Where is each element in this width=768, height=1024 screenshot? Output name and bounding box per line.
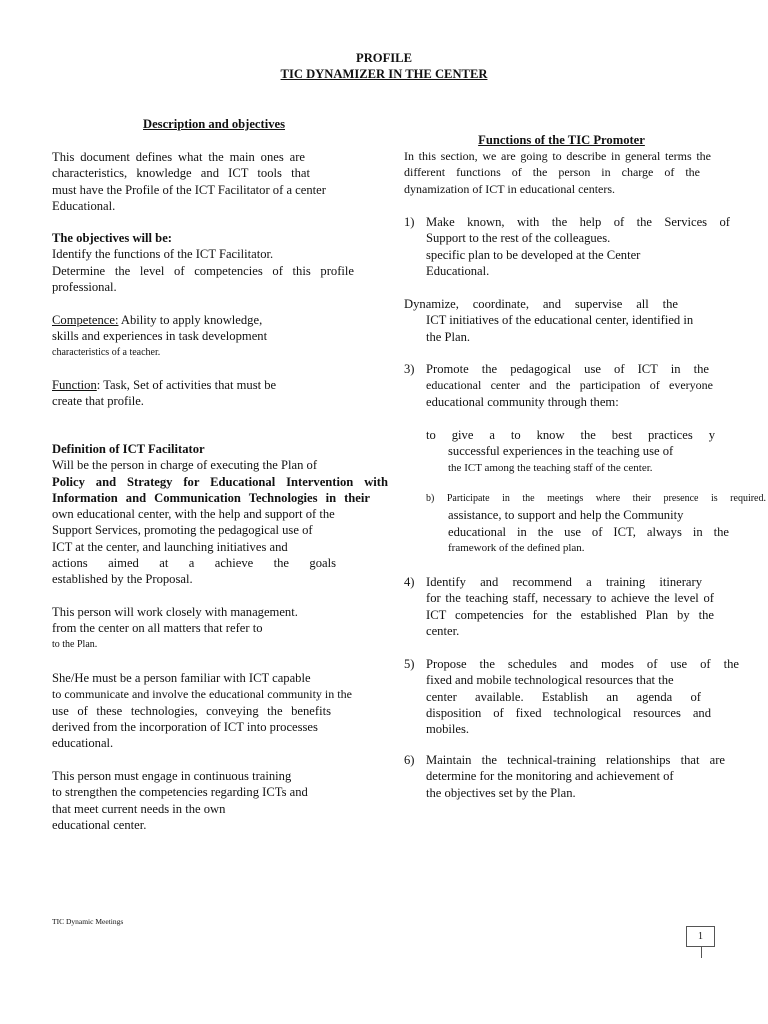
text-line: use of these technologies, conveying the benefits <box>52 703 331 718</box>
text-line: educational community through them: <box>426 394 619 409</box>
functions-heading: Functions of the TIC Promoter <box>478 133 645 147</box>
text-line: disposition of fixed technological resources and <box>426 705 711 720</box>
functions-intro <box>404 148 711 197</box>
text-line: mobiles. <box>426 722 470 737</box>
familiar-paragraph <box>52 670 352 751</box>
function-item-4 <box>426 574 714 639</box>
item-number: 6) <box>404 753 415 767</box>
text-line: ICT at the center, and launching initiatives and <box>52 539 288 554</box>
text-line: fixed and mobile technological resources that the <box>426 673 674 688</box>
text-line: Support to the rest of the colleagues. <box>426 231 611 246</box>
text-line: center available. Establish an agenda of <box>426 689 701 704</box>
text-line: Dynamize, coordinate, and supervise all the <box>404 297 678 311</box>
item-number: 5) <box>404 657 415 671</box>
text-line: ICT competencies for the established Plan by the <box>426 607 714 622</box>
text-line: to give a to know the best practices y <box>426 428 715 442</box>
text-line: derived from the incorporation of ICT into processes <box>52 719 318 734</box>
page-title: PROFILE <box>356 51 412 65</box>
text-line: She/He must be a person familiar with ICT capable <box>52 671 311 685</box>
definition-heading: Definition of ICT Facilitator <box>52 442 205 456</box>
text-line: characteristics of a teacher. <box>52 346 161 358</box>
text-line: Support Services, promoting the pedagogical use of <box>52 523 313 538</box>
text-line: dynamization of ICT in educational centers. <box>404 181 616 196</box>
function-item-6 <box>426 752 725 801</box>
text-line: successful experiences in the teaching use of <box>448 444 674 459</box>
text-line: from the center on all matters that refer to <box>52 621 263 636</box>
text-line: Identify the functions of the ICT Facilitator. <box>52 247 274 262</box>
page-subtitle: TIC DYNAMIZER IN THE CENTER <box>280 67 488 81</box>
page-number: 1 <box>686 926 715 947</box>
competence-text: Ability to apply knowledge, <box>118 313 263 327</box>
text-line: educational center and the participation of everyone <box>426 378 713 393</box>
text-line: educational. <box>52 736 114 751</box>
text-line: educational in the use of ICT, always in the <box>448 524 729 539</box>
text-line: assistance, to support and help the Community <box>448 508 684 523</box>
sub-item-a <box>426 427 715 476</box>
text-line: actions aimed at a achieve the goals <box>52 556 336 571</box>
text-line: This document defines what the main ones are <box>52 150 305 164</box>
page-number-tick <box>701 946 702 958</box>
text-line: Make known, with the help of the Services of <box>426 215 730 229</box>
training-paragraph <box>52 768 308 833</box>
footer-note: TIC Dynamic Meetings <box>52 917 124 926</box>
competence-definition <box>52 312 267 361</box>
text-line: to communicate and involve the educational community in the <box>52 687 352 702</box>
text-line: Educational. <box>426 263 490 278</box>
text-line: that meet current needs in the own <box>52 801 226 816</box>
text-line: to strengthen the competencies regarding ICTs and <box>52 785 308 800</box>
sub-item-b <box>426 491 766 556</box>
text-line: Information and Communication Technologies in their <box>52 490 370 505</box>
text-line: Identify and recommend a training itinerary <box>426 575 702 589</box>
function-item-5 <box>426 656 739 737</box>
item-number: 1) <box>404 215 415 229</box>
text-line: Educational. <box>52 198 116 213</box>
competence-term: Competence: <box>52 313 119 327</box>
text-line: professional. <box>52 279 117 294</box>
text-line: skills and experiences in task development <box>52 329 268 344</box>
text-line: b) Participate in the meetings where their presence is required. <box>426 493 766 504</box>
definition-section <box>52 441 388 588</box>
text-line: create that profile. <box>52 394 144 409</box>
function-item-1 <box>426 214 730 279</box>
intro-paragraph <box>52 149 326 214</box>
objectives-heading: The objectives will be: <box>52 231 172 245</box>
text-line: This person must engage in continuous training <box>52 769 292 783</box>
text-line: Promote the pedagogical use of ICT in the <box>426 362 709 376</box>
management-paragraph <box>52 604 298 653</box>
text-line: specific plan to be developed at the Center <box>426 247 641 262</box>
text-line: established by the Proposal. <box>52 572 193 587</box>
function-definition <box>52 377 276 410</box>
text-line <box>52 312 267 328</box>
text-line: Maintain the technical-training relationships that are <box>426 753 725 767</box>
text-line: center. <box>426 623 460 638</box>
item-number: 4) <box>404 575 415 589</box>
text-line <box>52 377 276 393</box>
text-line: In this section, we are going to describe in general terms the <box>404 149 711 163</box>
text-line: framework of the defined plan. <box>448 541 585 554</box>
text-line: own educational center, with the help and support of the <box>52 507 335 522</box>
text-line: Will be the person in charge of executing the Plan of <box>52 458 318 473</box>
text-line: characteristics, knowledge and ICT tools that <box>52 166 310 181</box>
text-line: different functions of the person in charge of the <box>404 165 700 180</box>
text-line: the Plan. <box>426 329 471 344</box>
dynamize-paragraph <box>404 296 693 345</box>
function-text: : Task, Set of activities that must be <box>96 378 277 392</box>
text-line: Propose the schedules and modes of use of the <box>426 657 739 671</box>
text-line: for the teaching staff, necessary to achieve the level of <box>426 591 714 606</box>
text-line: ICT initiatives of the educational center, identified in <box>426 313 694 328</box>
text-line: the ICT among the teaching staff of the center. <box>448 461 653 474</box>
description-heading: Description and objectives <box>142 117 286 131</box>
text-line: This person will work closely with management. <box>52 605 298 619</box>
objectives-section <box>52 230 354 295</box>
text-line: educational center. <box>52 817 147 832</box>
text-line: the objectives set by the Plan. <box>426 785 576 800</box>
function-item-3 <box>426 361 713 410</box>
text-line: Determine the level of competencies of this profile <box>52 263 354 278</box>
text-line: must have the Profile of the ICT Facilitator of a center <box>52 182 326 197</box>
function-term: Function <box>52 378 97 392</box>
text-line: to the Plan. <box>52 638 98 650</box>
text-line: determine for the monitoring and achievement of <box>426 769 674 784</box>
text-line: Policy and Strategy for Educational Intervention with <box>52 474 388 489</box>
item-number: 3) <box>404 362 415 376</box>
